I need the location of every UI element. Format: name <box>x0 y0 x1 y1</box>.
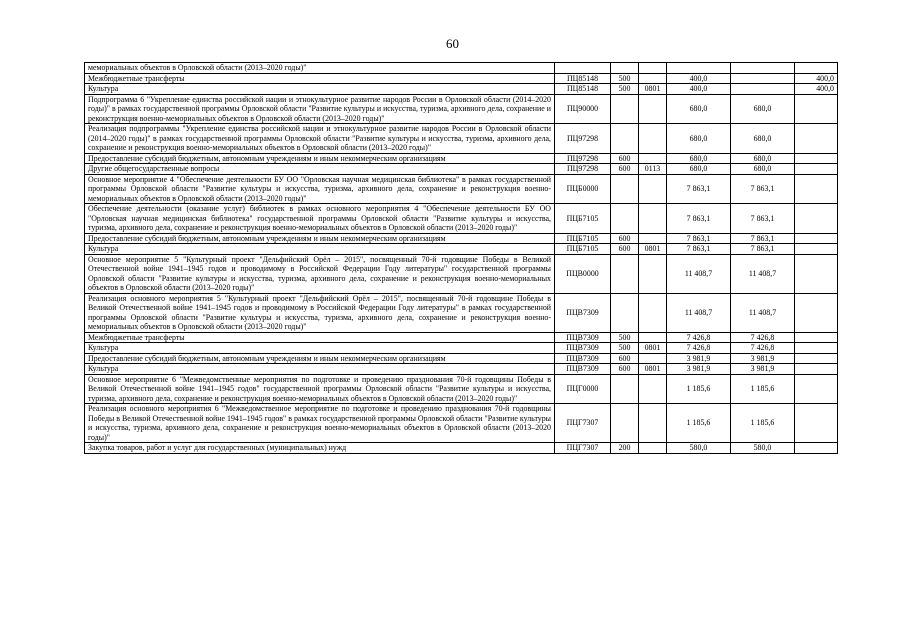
section-code-cell <box>639 63 667 74</box>
amount-cell: 680,0 <box>731 153 795 164</box>
table-row <box>85 254 838 293</box>
row-name-cell: Культура <box>85 343 555 354</box>
budget-table-body <box>85 63 838 454</box>
expense-type-cell: 600 <box>611 244 639 255</box>
amount-cell: 400,0 <box>795 73 838 84</box>
amount-cell: 400,0 <box>795 84 838 95</box>
amount-cell: 7 863,1 <box>667 233 731 244</box>
target-code-cell: ПЦВ7309 <box>555 343 611 354</box>
row-name-cell: Основное мероприятие 5 "Культурный проект "Дельфийский Орёл – 2015", посвященный 70-й годовщине Победы в Великой Отечественной войне 1941–1945 годов и проводимому в Российской Федерации Году литературы" государственной программы Орловской области "Развитие культуры и искусства, туризма, архивного дела, сохранение и реконструкция военно-мемориальных объектов в Орловской области (2013–2020 годы)" <box>85 254 555 293</box>
amount-cell: 680,0 <box>667 94 731 124</box>
table-row <box>85 343 838 354</box>
row-name-cell: Культура <box>85 84 555 95</box>
expense-type-cell <box>611 254 639 293</box>
table-row <box>85 204 838 234</box>
expense-type-cell <box>611 124 639 154</box>
expense-type-cell <box>611 374 639 404</box>
table-row <box>85 364 838 375</box>
amount-cell <box>795 124 838 154</box>
target-code-cell: ПЦ97298 <box>555 153 611 164</box>
expense-type-cell <box>611 204 639 234</box>
section-code-cell: 0801 <box>639 84 667 95</box>
row-name-cell: Реализация подпрограммы "Укрепление единства российской нации и этнокультурное развитие народов России в Орловской области (2014–2020 годы)" в рамках государственной программы Орловской области "Развитие культуры и искусства, туризма, архивного дела, сохранение и реконструкция военно-мемориальных объектов в Орловской области (2013–2020 годы)" <box>85 124 555 154</box>
amount-cell: 7 863,1 <box>731 204 795 234</box>
amount-cell: 7 863,1 <box>667 244 731 255</box>
target-code-cell: ПЦ97298 <box>555 124 611 154</box>
target-code-cell: ПЦ85148 <box>555 84 611 95</box>
row-name-cell: Культура <box>85 244 555 255</box>
amount-cell: 580,0 <box>731 443 795 454</box>
table-row <box>85 293 838 332</box>
target-code-cell: ПЦГ0000 <box>555 374 611 404</box>
target-code-cell: ПЦВ7309 <box>555 353 611 364</box>
section-code-cell: 0113 <box>639 164 667 175</box>
table-row <box>85 94 838 124</box>
section-code-cell <box>639 374 667 404</box>
row-name-cell: Культура <box>85 364 555 375</box>
section-code-cell <box>639 353 667 364</box>
amount-cell: 11 408,7 <box>667 293 731 332</box>
table-row <box>85 244 838 255</box>
expense-type-cell: 500 <box>611 332 639 343</box>
row-name-cell: Межбюджетные трансферты <box>85 73 555 84</box>
row-name-cell: Обеспечение деятельности (оказание услуг) библиотек в рамках основного мероприятия 4 "Обеспечение деятельности БУ ОО "Орловская научная медицинская библиотека" государственной программы Орловской области "Развитие культуры и искусства, туризма, архивного дела, сохранение и реконструкция военно-мемориальных объектов в Орловской области (2013–2020 годы)" <box>85 204 555 234</box>
target-code-cell: ПЦ85148 <box>555 73 611 84</box>
section-code-cell <box>639 332 667 343</box>
amount-cell: 7 863,1 <box>731 233 795 244</box>
amount-cell: 680,0 <box>731 124 795 154</box>
table-row <box>85 164 838 175</box>
amount-cell: 1 185,6 <box>667 404 731 443</box>
amount-cell <box>795 332 838 343</box>
amount-cell: 680,0 <box>667 164 731 175</box>
amount-cell <box>795 174 838 204</box>
section-code-cell <box>639 174 667 204</box>
target-code-cell: ПЦВ7309 <box>555 364 611 375</box>
row-name-cell: Основное мероприятие 6 "Межведомственные мероприятия по подготовке и проведению празднования 70-й годовщины Победы в Великой Отечественной войне 1941–1945 годов" государственной программы Орловской области "Развитие культуры и искусства, туризма, архивного дела, сохранение и реконструкция военно-мемориальных объектов в Орловской области (2013–2020 годы)" <box>85 374 555 404</box>
table-row <box>85 73 838 84</box>
amount-cell <box>795 353 838 364</box>
amount-cell <box>795 364 838 375</box>
amount-cell: 3 981,9 <box>731 364 795 375</box>
amount-cell <box>795 404 838 443</box>
section-code-cell <box>639 293 667 332</box>
table-row <box>85 63 838 74</box>
amount-cell: 1 185,6 <box>667 374 731 404</box>
expense-type-cell: 600 <box>611 364 639 375</box>
row-name-cell: Реализация основного мероприятия 6 "Межведомственное мероприятие по подготовке и проведению празднования 70-й годовщины Победы в Великой Отечественной войне 1941–1945 годов" в рамках государственной программы Орловской области "Развитие культуры и искусства, туризма, архивного дела, сохранение и реконструкция военно-мемориальных объектов в Орловской области (2013–2020 годы)" <box>85 404 555 443</box>
amount-cell: 400,0 <box>667 73 731 84</box>
amount-cell: 400,0 <box>667 84 731 95</box>
section-code-cell <box>639 233 667 244</box>
section-code-cell <box>639 254 667 293</box>
amount-cell <box>795 63 838 74</box>
expense-type-cell <box>611 63 639 74</box>
amount-cell: 680,0 <box>731 94 795 124</box>
expense-type-cell <box>611 94 639 124</box>
table-row <box>85 153 838 164</box>
amount-cell: 7 426,8 <box>667 343 731 354</box>
target-code-cell: ПЦВ0000 <box>555 254 611 293</box>
row-name-cell: Предоставление субсидий бюджетным, автономным учреждениям и иным некоммерческим организациям <box>85 233 555 244</box>
target-code-cell: ПЦБ7105 <box>555 233 611 244</box>
expense-type-cell <box>611 404 639 443</box>
page-number: 60 <box>446 36 459 51</box>
table-row <box>85 404 838 443</box>
amount-cell: 7 426,8 <box>731 343 795 354</box>
amount-cell <box>795 374 838 404</box>
amount-cell <box>795 244 838 255</box>
amount-cell <box>731 84 795 95</box>
row-name-cell: Подпрограмма 6 "Укрепление единства российской нации и этнокультурное развитие народов России в Орловской области (2014–2020 годы)" в рамках государственной программы Орловской области "Развитие культуры и искусства, туризма, архивного дела, сохранение и реконструкция военно-мемориальных объектов в Орловской области (2013–2020 годы)" <box>85 94 555 124</box>
target-code-cell: ПЦ97298 <box>555 164 611 175</box>
target-code-cell: ПЦБ7105 <box>555 204 611 234</box>
amount-cell <box>795 233 838 244</box>
amount-cell: 11 408,7 <box>731 254 795 293</box>
target-code-cell: ПЦБ7105 <box>555 244 611 255</box>
amount-cell: 680,0 <box>667 124 731 154</box>
table-row <box>85 374 838 404</box>
budget-table <box>84 62 838 454</box>
table-row <box>85 443 838 454</box>
amount-cell <box>795 293 838 332</box>
expense-type-cell: 600 <box>611 164 639 175</box>
expense-type-cell <box>611 293 639 332</box>
table-row <box>85 332 838 343</box>
section-code-cell <box>639 124 667 154</box>
row-name-cell: Реализация основного мероприятия 5 "Культурный проект "Дельфийский Орёл – 2015", посвященный 70-й годовщине Победы в Великой Отечественной войне 1941–1945 годов и проводимому в Российской Федерации Году литературы" в рамках государственной программы Орловской области "Развитие культуры и искусства, туризма, архивного дела, сохранение и реконструкция военно-мемориальных объектов в Орловской области (2013–2020 годы)" <box>85 293 555 332</box>
expense-type-cell: 200 <box>611 443 639 454</box>
amount-cell: 11 408,7 <box>667 254 731 293</box>
amount-cell: 3 981,9 <box>667 364 731 375</box>
amount-cell: 7 863,1 <box>667 204 731 234</box>
target-code-cell <box>555 63 611 74</box>
expense-type-cell <box>611 174 639 204</box>
amount-cell: 7 426,8 <box>667 332 731 343</box>
amount-cell: 7 863,1 <box>731 174 795 204</box>
table-row <box>85 84 838 95</box>
row-name-cell: Межбюджетные трансферты <box>85 332 555 343</box>
expense-type-cell: 500 <box>611 73 639 84</box>
amount-cell: 680,0 <box>667 153 731 164</box>
expense-type-cell: 500 <box>611 343 639 354</box>
section-code-cell <box>639 443 667 454</box>
expense-type-cell: 600 <box>611 153 639 164</box>
table-row <box>85 233 838 244</box>
row-name-cell: Закупка товаров, работ и услуг для государственных (муниципальных) нужд <box>85 443 555 454</box>
expense-type-cell: 600 <box>611 233 639 244</box>
section-code-cell: 0801 <box>639 364 667 375</box>
target-code-cell: ПЦГ7307 <box>555 443 611 454</box>
amount-cell: 3 981,9 <box>667 353 731 364</box>
amount-cell: 1 185,6 <box>731 374 795 404</box>
amount-cell <box>795 343 838 354</box>
table-row <box>85 124 838 154</box>
amount-cell: 580,0 <box>667 443 731 454</box>
expense-type-cell: 500 <box>611 84 639 95</box>
amount-cell <box>795 164 838 175</box>
amount-cell: 680,0 <box>731 164 795 175</box>
table-row <box>85 174 838 204</box>
amount-cell <box>795 153 838 164</box>
section-code-cell <box>639 73 667 84</box>
target-code-cell: ПЦГ7307 <box>555 404 611 443</box>
row-name-cell: мемориальных объектов в Орловской области (2013–2020 годы)" <box>85 63 555 74</box>
amount-cell <box>731 63 795 74</box>
expense-type-cell: 600 <box>611 353 639 364</box>
amount-cell <box>795 443 838 454</box>
row-name-cell: Другие общегосударственные вопросы <box>85 164 555 175</box>
section-code-cell <box>639 153 667 164</box>
amount-cell: 3 981,9 <box>731 353 795 364</box>
table-row <box>85 353 838 364</box>
row-name-cell: Предоставление субсидий бюджетным, автономным учреждениям и иным некоммерческим организациям <box>85 353 555 364</box>
target-code-cell: ПЦБ0000 <box>555 174 611 204</box>
amount-cell <box>667 63 731 74</box>
amount-cell: 11 408,7 <box>731 293 795 332</box>
amount-cell <box>795 94 838 124</box>
section-code-cell <box>639 404 667 443</box>
amount-cell <box>795 204 838 234</box>
amount-cell: 1 185,6 <box>731 404 795 443</box>
amount-cell: 7 426,8 <box>731 332 795 343</box>
target-code-cell: ПЦ90000 <box>555 94 611 124</box>
section-code-cell: 0801 <box>639 244 667 255</box>
target-code-cell: ПЦВ7309 <box>555 293 611 332</box>
row-name-cell: Предоставление субсидий бюджетным, автономным учреждениям и иным некоммерческим организациям <box>85 153 555 164</box>
amount-cell <box>795 254 838 293</box>
amount-cell: 7 863,1 <box>731 244 795 255</box>
section-code-cell <box>639 204 667 234</box>
amount-cell: 7 863,1 <box>667 174 731 204</box>
target-code-cell: ПЦВ7309 <box>555 332 611 343</box>
row-name-cell: Основное мероприятие 4 "Обеспечение деятельности БУ ОО "Орловская научная медицинская библиотека" в рамках государственной программы Орловской области "Развитие культуры и искусства, туризма, архивного дела, сохранение и реконструкция военно-мемориальных объектов в Орловской области (2013–2020 годы)" <box>85 174 555 204</box>
section-code-cell <box>639 94 667 124</box>
amount-cell <box>731 73 795 84</box>
section-code-cell: 0801 <box>639 343 667 354</box>
